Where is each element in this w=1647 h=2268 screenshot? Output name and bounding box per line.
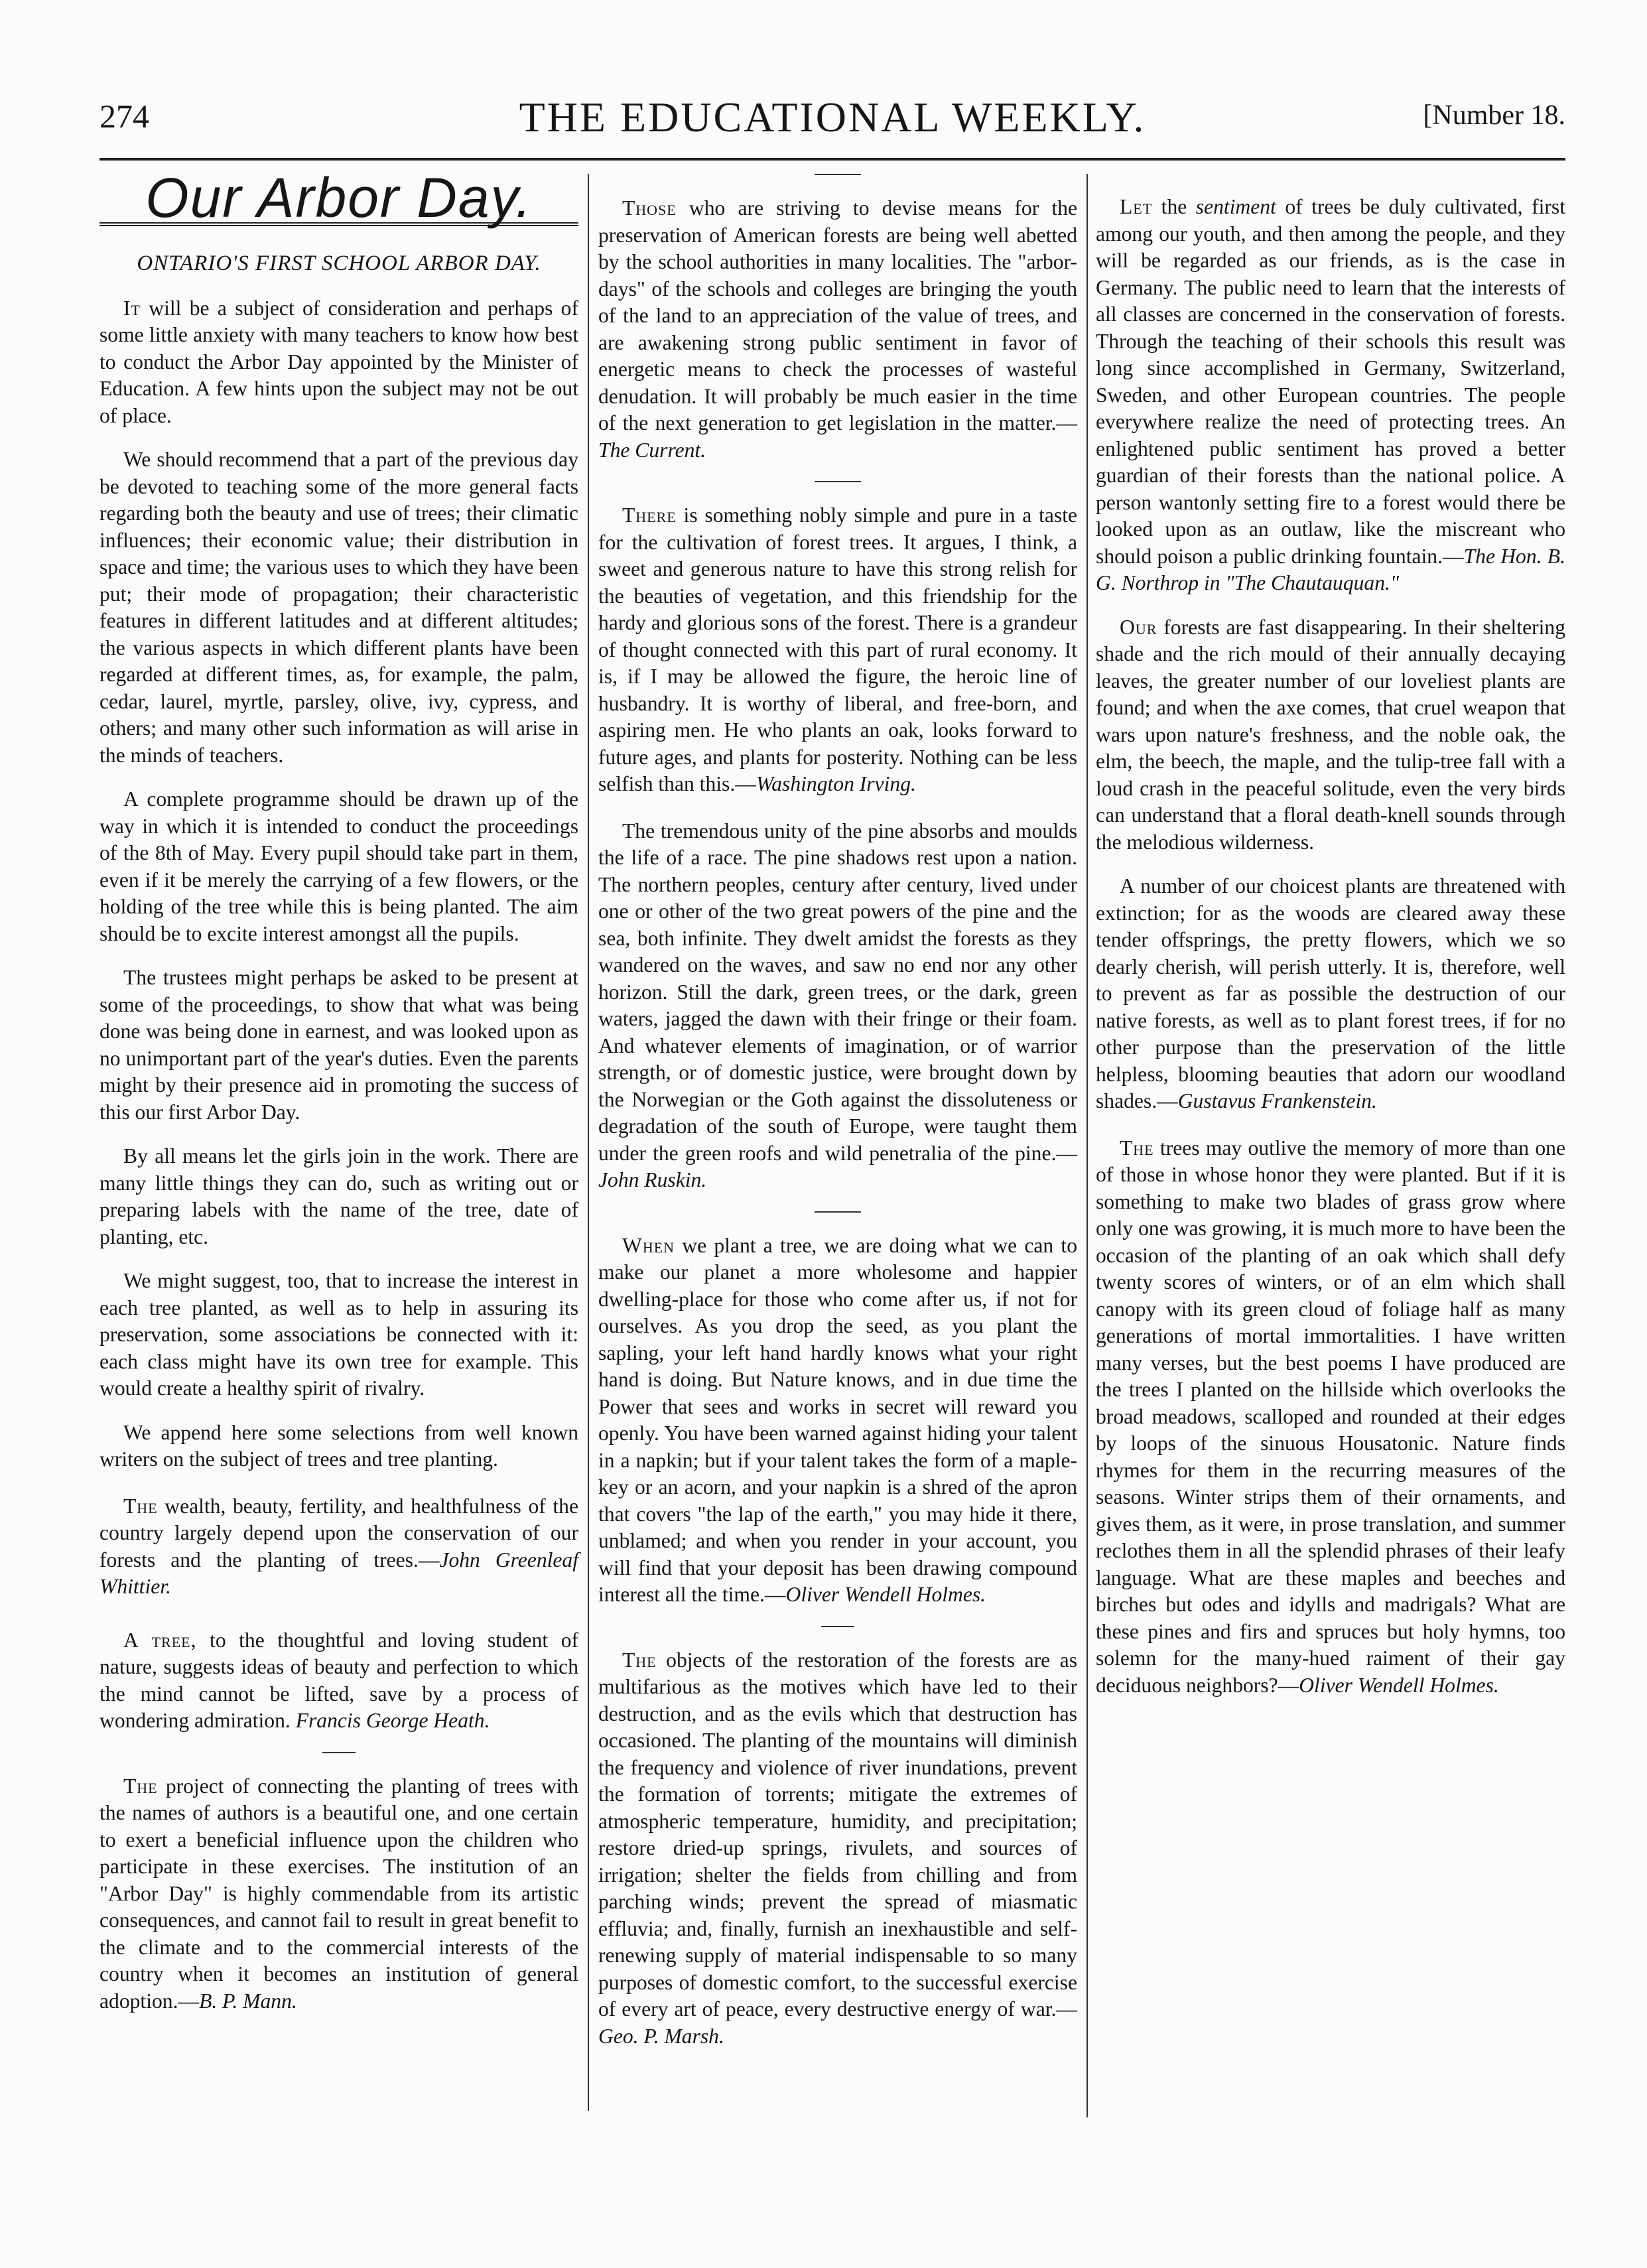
quote-current: Those who are striving to devise means for the preservation of American forests are being well abetted by the school authorities in many localities. The "arbor-days" of the schools and colleges are bringing the youth of the land to an appreciation of the value of trees, and are awakening strong public sentiment in favor of energetic means to check the processes of wasteful denudation. It will probably be much easier in the time of the next generation to get legislation in the matter.—The Current. [598, 196, 1077, 462]
quote-ruskin: The tremendous unity of the pine absorbs and moulds the life of a race. The pine shadows rest upon a nation. The northern peoples, century after century, lived under one or other of the two great powers of the pine and the sea, both infinite. They dwelt amidst the forests as they wandered on the waves, and saw no end nor any other horizon. Still the dark, green trees, or the dark, green waters, jagged the dawn with their fringe or their foam. And whatever elements of imagination, or of warrior strength, or of domestic justice, were brought down by the Norwegian or the Goth against the dissoluteness or degradation of the south of Europe, were taught them under the green roofs and wild penetralia of the pine.—John Ruskin. [598, 819, 1077, 1191]
separator [815, 481, 861, 482]
column-divider [1087, 174, 1088, 2117]
quote-heath: A tree, to the thoughtful and loving student of nature, suggests ideas of beauty and perfection to which the mind cannot be lifted, save by a process of wondering admiration. Francis George Heath. [99, 1628, 579, 1732]
issue-number: [Number 18. [1423, 100, 1565, 131]
column-divider [588, 174, 589, 2111]
quote-frankenstein-2: A number of our choicest plants are threatened with extinction; for as the woods are cleared away these tender offsprings, the pretty flowers, which we so dearly cherish, will perish utterly. It is, therefore, well to prevent as far as possible the destruction of our native forests, as well as to plant forest trees, if for no other purpose than the preservation of the little helpless, blooming beauties that adorn our woodland shades.—Gustavus Frankenstein. [1096, 874, 1565, 1112]
separator [322, 1752, 356, 1753]
article-headline: ONTARIO'S FIRST SCHOOL ARBOR DAY. [137, 251, 541, 275]
article-paragraph: By all means let the girls join in the work. There are many little things they can do, such as writing out or preparing labels with the name of the tree, date of planting, etc. [99, 1144, 578, 1248]
article-paragraph: We should recommend that a part of the previous day be devoted to teaching some of the more general facts regarding both the beauty and use of trees; their climatic influences; their economic value; their distribution in space and time; the various uses to which they have been put; their mode of propagation; their characteristic features in different latitudes and at different altitudes; the various aspects in which different plants have been regarded at different times, as, for example, the palm, cedar, laurel, myrtle, parsley, olive, ivy, cypress, and others; and many other such information as will arise in the minds of teachers. [99, 448, 578, 767]
page-header [99, 93, 1565, 153]
quote-irving: There is something nobly simple and pure in a taste for the cultivation of forest trees. It argues, I think, a sweet and generous nature to have this strong relish for the beauties of vegetation, and this friendship for the hardy and glorious sons of the forest. There is a grandeur of thought connected with this part of rural economy. It is, if I may be allowed the figure, the heroic line of husbandry. It is worthy of liberal, and free-born, and aspiring men. He who plants an oak, looks forward to future ages, and plants for posterity. Nothing can be less selfish than this.—Washington Irving. [598, 503, 1077, 795]
quote-marsh: The objects of the restoration of the forests are as multifarious as the motives which have led to their destruction, and as the evils which that destruction has occasioned. The planting of the mountains will diminish the frequency and violence of river inundations, prevent the formation of torrents; mitigate the extremes of atmospheric temperature, humidity, and precipitation; restore dried-up springs, rivulets, and sources of irrigation; shelter the fields from chilling and from parching winds; prevent the spread of miasmatic effluvia; and, finally, furnish an inexhaustible and self-renewing supply of material indispensable to so many purposes of domestic comfort, to the successful exercise of every art of peace, every destructive energy of war.—Geo. P. Marsh. [598, 1648, 1077, 2048]
column-3 [1096, 174, 1565, 1716]
quote-holmes-2: The trees may outlive the memory of more than one of those in whose honor they were planted. But if it is something to make two blades of grass grow where only one was growing, it is much more to have been the occasion of the planting of an oak which shall defy twenty scores of winters, or of an elm which shall canopy with its green cloud of foliage half as many generations of mortal immortalities. I have written many verses, but the best poems I have produced are the trees I planted on the hillside which overlooks the broad meadows, scalloped and rounded at their edges by loops of the sinuous Housatonic. Nature finds rhymes for them in the recurring measures of the seasons. Winter strips them of their ornaments, and gives them, as it were, in prose translation, and summer reclothes them in all the splendid phrases of their leafy language. What are these maples and beeches and birches but odes and idylls and madrigals? What are these pines and firs and spruces but holy hymns, too solemn for the many-hued raiment of their gay deciduous neighbors?—Oliver Wendell Holmes. [1096, 1136, 1565, 1697]
quote-northrop: Let the sentiment of trees be duly cultivated, first among our youth, and then among the people, and they will be regarded as our friends, as is the case in Germany. The public need to learn that the interests of all classes are concerned in the conservation of forests. Through the teaching of their schools this result was long since accomplished in Germany, Switzerland, Sweden, and other European countries. The people everywhere realize the need of protecting trees. An enlightened public sentiment has proved a better guardian of their forests than the national police. A person wantonly setting fire to a forest would there be looked upon as an outlaw, like the miscreant who should poison a public drinking fountain.—The Hon. B. G. Northrop in "The Chautauquan." [1096, 195, 1566, 594]
article-paragraph: We might suggest, too, that to increase the interest in each tree planted, as well as to help in assuring its preservation, some associations be connected with it: each class might have its own tree for example. This would create a healthy spirit of rivalry. [99, 1269, 578, 1400]
separator [815, 174, 861, 175]
separator [821, 1626, 854, 1627]
article-paragraph: We append here some selections from well known writers on the subject of trees and tree planting. [99, 1420, 578, 1471]
column-2 [598, 174, 1077, 2067]
header-rule [99, 158, 1565, 161]
quote-whittier: The wealth, beauty, fertility, and healthfulness of the country largely depend upon the conservation of our forests and the planting of trees.—John Greenleaf Whittier. [99, 1494, 579, 1598]
separator [815, 1211, 861, 1213]
quote-frankenstein-1: Our forests are fast disappearing. In their sheltering shade and the rich mould of their annually decaying leaves, the greater number of our loveliest plants are found; and when the axe comes, that cruel weapon that wars upon nature's freshness, and the noble oak, the elm, the beech, the maple, and the tulip-tree fall with a loud crash in the peaceful solitude, even the very birds can understand that a floral death-knell sounds through the melodious wilderness. [1096, 615, 1565, 854]
masthead-title: THE EDUCATIONAL WEEKLY. [519, 94, 1146, 141]
article-paragraph: It will be a subject of consideration and perhaps of some little anxiety with many teachers to know how best to conduct the Arbor Day appointed by the Minister of Education. A few hints upon the subject may not be out of place. [99, 296, 578, 427]
column-1 [99, 167, 579, 2032]
department-title: Our Arbor Day. [145, 167, 533, 229]
quote-mann-start: The project of connecting the planting of trees with the names of authors is a beautiful one, and one certain to exert a beneficial influence upon the children who participate in these exercises. The institution of an "Arbor Day" is highly commendable from its artistic consequences, and cannot fail to result in great benefit to the climate and to the commercial interests of the country when it becomes an institution of general adoption.—B. P. Mann. [99, 1774, 578, 2013]
page-number: 274 [99, 98, 149, 135]
article-paragraph: A complete programme should be drawn up of the way in which it is intended to conduct the proceedings of the 8th of May. Every pupil should take part in them, even if it be merely the carrying of a few flowers, or the holding of the tree while this is being planted. The aim should be to excite interest amongst all the pupils. [99, 787, 578, 945]
quote-holmes-1: When we plant a tree, we are doing what we can to make our planet a more wholesome and happier dwelling-place for those who come after us, if not for ourselves. As you drop the seed, as you plant the sapling, your left hand hardly knows what your right hand is doing. But Nature knows, and in due time the Power that sees and works in secret will reward you openly. You have been warned against hiding your talent in a napkin; but if your talent takes the form of a maple-key or an acorn, and your napkin is a shred of the apron that covers "the lap of the earth," you may hide it there, unblamed; and when you render in your account, you will find that your deposit has been drawing compound interest all the time.—Oliver Wendell Holmes. [598, 1233, 1077, 1606]
article-paragraph: The trustees might perhaps be asked to be present at some of the proceedings, to show that what was being done was being done in earnest, and was looked upon as no unimportant part of the year's duties. Even the parents might by their presence aid in promoting the success of this our first Arbor Day. [99, 966, 578, 1124]
